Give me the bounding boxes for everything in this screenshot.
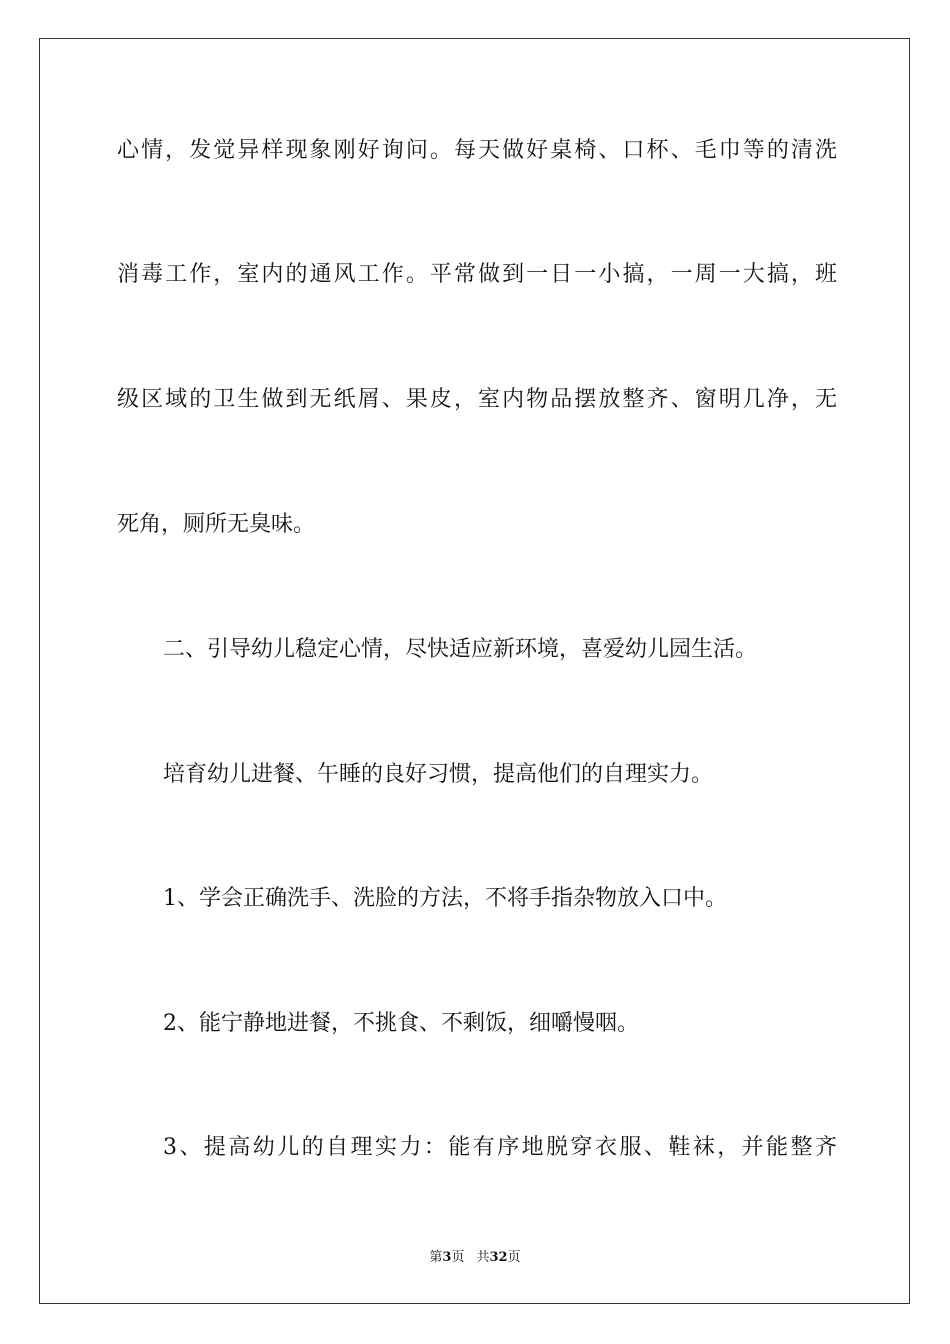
list-item: 1、学会正确洗手、洗脸的方法，不将手指杂物放入口中。	[163, 886, 727, 911]
paragraph-line: 级区域的卫生做到无纸屑、果皮，室内物品摆放整齐、窗明几净，无	[117, 387, 837, 412]
page-suffix: 页	[451, 1250, 465, 1265]
list-item: 3、提高幼儿的自理实力：能有序地脱穿衣服、鞋袜，并能整齐	[163, 1135, 837, 1160]
total-prefix: 共	[476, 1250, 490, 1265]
paragraph-line: 消毒工作，室内的通风工作。平常做到一日一小搞，一周一大搞，班	[117, 262, 837, 287]
page-number: 3	[442, 1250, 452, 1265]
paragraph-line: 死角，厕所无臭味。	[117, 512, 316, 537]
page-border	[39, 38, 910, 1304]
list-item: 2、能宁静地进餐，不挑食、不剩饭，细嚼慢咽。	[163, 1011, 639, 1036]
section-heading: 二、引导幼儿稳定心情，尽快适应新环境，喜爱幼儿园生活。	[163, 637, 758, 662]
total-suffix: 页	[507, 1250, 521, 1265]
total-pages: 32	[489, 1250, 508, 1265]
page-footer	[0, 1246, 950, 1265]
section-intro: 培育幼儿进餐、午睡的良好习惯，提高他们的自理实力。	[163, 762, 714, 787]
paragraph-line: 心情，发觉异样现象刚好询问。每天做好桌椅、口杯、毛巾等的清洗	[117, 138, 837, 163]
page-prefix: 第	[429, 1250, 443, 1265]
